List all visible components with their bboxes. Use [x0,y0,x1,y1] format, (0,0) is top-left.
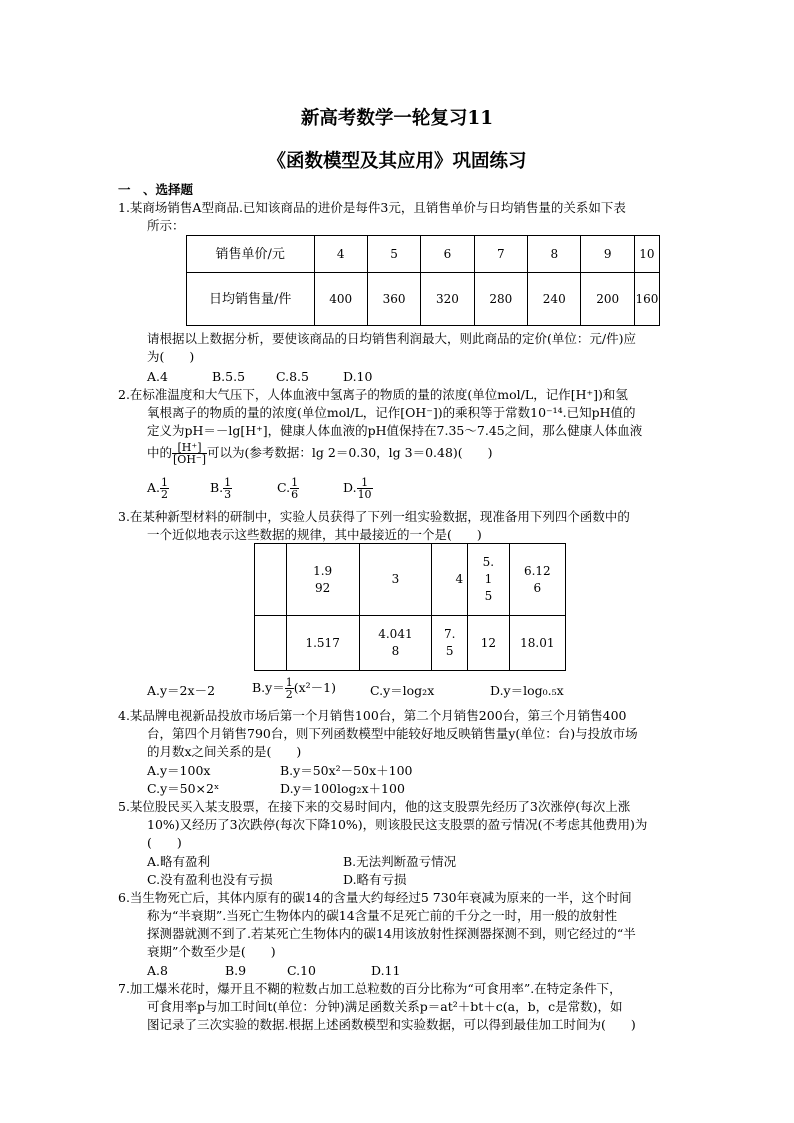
option-fraction [357,477,373,500]
q3-row2-cell: 4.0418 [359,616,432,671]
q5-option-c: C.没有盈利也没有亏损 [147,872,273,887]
fraction-numerator: 1 [224,476,232,489]
q3-row2-cell: 1.517 [286,616,359,671]
page-subtitle: 《函数模型及其应用》巩固练习 [267,151,527,172]
q1-row1-cell: 9 [581,236,634,273]
q2-stem-pre: 中的 [147,445,173,460]
q2-option-c [277,473,299,503]
q3-option-d: D.y＝log₀.₅x [490,683,564,698]
q1-stem-line-3: 请根据以上数据分析，要使该商品的日均销售利润最大，则此商品的定价(单位：元/件)应 [147,331,636,346]
q3-row1-cell: 6.126 [509,544,565,616]
q1-row2-cell: 200 [581,273,634,326]
q5-option-b: B.无法判断盈亏情况 [343,854,457,869]
option-label: C. [277,480,291,495]
q2-option-d [343,473,373,503]
q1-row1-cell: 10 [634,236,659,273]
q3-stem-line-1: 3.在某种新型材料的研制中，实验人员获得了下列一组实验数据，现准备用下列四个函数中的 [118,509,630,524]
q2-option-a [147,473,169,503]
q7-stem-line-2: 可食用率p与加工时间t(单位：分钟)满足函数关系p＝at²＋bt＋c(a，b，c是常数)，如 [147,999,623,1014]
q1-row1-cell: 7 [474,236,527,273]
q6-stem-line-4: 衰期”个数至少是( ) [147,944,276,959]
fraction-denominator: 2 [161,488,169,501]
q6-option-b: B.9 [225,963,247,978]
option-label: B.y＝ [252,680,285,695]
q2-stem-line-2: 氧根离子的物质的量的浓度(单位mol/L，记作[OH⁻])的乘积等于常数10⁻¹⁴.已知pH值的 [147,405,636,420]
fraction-denominator: 2 [285,688,293,701]
q2-stem-line-3: 定义为pH＝－lg[H⁺]，健康人体血液的pH值保持在7.35～7.45之间，那么健康人体血液 [147,423,643,438]
q1-option-b: B.5.5 [212,369,246,384]
q6-stem-line-3: 探测器就测不到了.若某死亡生物体内的碳14用该放射性探测器探测不到，则它经过的“半 [147,926,636,941]
fraction-denominator: 10 [357,488,372,501]
q3-row2-cell: 7.5 [432,616,468,671]
q1-row2-cell: 320 [421,273,474,326]
q3-row1-cell: 1.992 [286,544,359,616]
q5-option-a: A.略有盈利 [147,854,211,869]
q3-row2-cell: 12 [468,616,509,671]
q1-row2-label: 日均销售量/件 [187,273,315,326]
fraction-numerator: 1 [285,676,293,689]
q6-stem-line-1: 6.当生物死亡后，其体内原有的碳14的含量大约每经过5 730年衰减为原来的一半，这个时间 [118,890,632,905]
option-fraction [290,477,299,500]
q3-stem-line-2: 一个近似地表示这些数据的规律，其中最接近的一个是( ) [147,527,482,542]
q4-stem-line-2: 台，第四个月销售790台，则下列函数模型中能较好地反映销售量y(单位：台)与投放市场 [147,726,638,741]
fraction-denominator: 6 [291,488,299,501]
fraction-numerator: 1 [357,477,373,489]
q1-row2-cell: 160 [634,273,659,326]
q2-stem-line-4 [147,438,493,468]
option-label: B. [210,480,224,495]
q3-experiment-table [254,543,566,671]
section-heading: 一 、选择题 [118,182,194,197]
q4-stem-line-1: 4.某品牌电视新品投放市场后第一个月销售100台，第二个月销售200台，第三个月销售400 [118,708,627,723]
fraction-numerator: [H⁺] [172,442,207,454]
q1-row1-cell: 6 [421,236,474,273]
fraction-denominator: 3 [224,488,232,501]
q1-row2-cell: 240 [528,273,581,326]
option-fraction [223,477,232,500]
option-fraction [285,677,294,700]
q2-option-b [210,473,232,503]
q5-stem-line-3: ( ) [147,835,182,850]
q4-option-b: B.y＝50x²－50x＋100 [280,763,413,778]
q6-option-d: D.11 [371,963,401,978]
fraction-numerator: 1 [161,476,169,489]
q4-option-c: C.y＝50×2ˣ [147,781,220,796]
q5-stem-line-2: 10%)又经历了3次跌停(每次下降10%)，则该股民这支股票的盈亏情况(不考虑其他费用)为 [147,817,648,832]
q3-option-a: A.y＝2x－2 [147,683,216,698]
q1-row2-cell: 360 [367,273,420,326]
q5-option-d: D.略有亏损 [343,872,407,887]
q3-row1-label [255,544,287,616]
q3-row1-cell: 5.15 [468,544,509,616]
q1-row1-cell: 8 [528,236,581,273]
q1-row2-cell: 400 [314,273,367,326]
option-label: D. [343,480,357,495]
q6-option-a: A.8 [147,963,168,978]
q1-row1-label: 销售单价/元 [187,236,315,273]
q4-option-a: A.y＝100x [147,763,211,778]
q6-stem-line-2: 称为“半衰期”.当死亡生物体内的碳14含量不足死亡前的千分之一时，用一般的放射性 [147,908,618,923]
q3-option-c: C.y＝log₂x [370,683,435,698]
q7-stem-line-3: 图记录了三次实验的数据.根据上述函数模型和实验数据，可以得到最佳加工时间为( ) [147,1017,636,1032]
option-tail: (x²－1) [293,680,337,695]
q3-row1-cell: 4 [432,544,468,616]
q1-row1-cell: 4 [314,236,367,273]
page-title: 新高考数学一轮复习11 [300,108,494,129]
q6-option-c: C.10 [287,963,316,978]
q1-row2-cell: 280 [474,273,527,326]
q1-option-a: A.4 [147,369,168,384]
q2-ratio-fraction [172,442,207,465]
fraction-denominator: [OH⁻] [173,453,207,466]
q1-stem-line-1: 1.某商场销售A型商品.已知该商品的进价是每件3元，且销售单价与日均销售量的关系如下表 [118,200,626,215]
q1-row1-cell: 5 [367,236,420,273]
q3-row2-cell: 18.01 [509,616,565,671]
q4-option-d: D.y＝100log₂x＋100 [280,781,405,796]
q7-stem-line-1: 7.加工爆米花时，爆开且不糊的粒数占加工总粒数的百分比称为“可食用率”.在特定条件下， [118,981,622,996]
q1-stem-line-4: 为( ) [147,349,195,364]
q1-stem-line-2: 所示： [147,218,185,233]
q3-row1-cell: 3 [359,544,432,616]
q1-option-d: D.10 [343,369,373,384]
q3-row2-label [255,616,287,671]
q4-stem-line-3: 的月数x之间关系的是( ) [147,744,302,759]
q1-option-c: C.8.5 [276,369,309,384]
q1-price-sales-table [186,235,660,326]
option-fraction [160,477,169,500]
q3-option-b [252,673,336,703]
q2-stem-line-1: 2.在标准温度和大气压下，人体血液中氢离子的物质的量的浓度(单位mol/L，记作[H⁺])和氢 [118,387,628,402]
fraction-numerator: 1 [291,476,299,489]
q2-stem-post: 可以为(参考数据：lg 2＝0.30，lg 3＝0.48)( ) [207,445,493,460]
option-label: A. [147,480,161,495]
q5-stem-line-1: 5.某位股民买入某支股票，在接下来的交易时间内，他的这支股票先经历了3次涨停(每次上涨 [118,799,631,814]
